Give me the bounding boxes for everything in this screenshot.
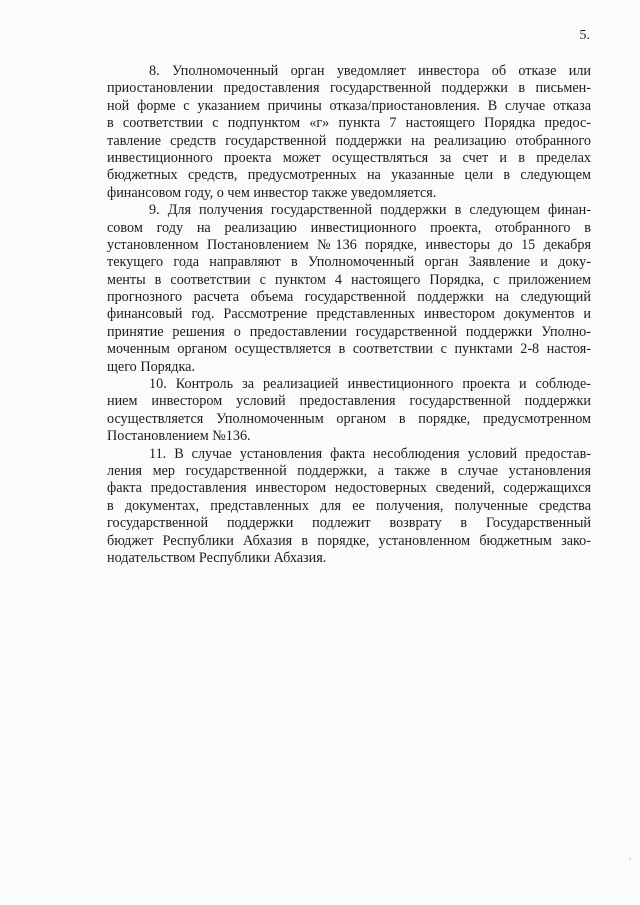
- text-line: приостановлении предоставления государственной поддержки в письмен-: [107, 80, 591, 97]
- text-line: ной форме с указанием причины отказа/приостановления. В случае отказа: [107, 97, 591, 114]
- text-line: бюджетных средств, предусмотренных на указанные цели в следующем: [107, 167, 591, 184]
- text-line: инвестиционного проекта может осуществляться за счет и в пределах: [107, 149, 591, 166]
- text-line: нодательством Республики Абхазия.: [107, 549, 327, 566]
- text-line: бюджет Республики Абхазия в порядке, установленном бюджетным зако-: [107, 532, 591, 549]
- text-line: осуществляется Уполномоченным органом в порядке, предусмотренном: [107, 410, 591, 427]
- text-line: в документах, представленных для ее получения, полученные средства: [107, 497, 591, 514]
- text-line: текущего года направляют в Уполномоченный орган Заявление и доку-: [107, 254, 591, 271]
- text-line: совом году на реализацию инвестиционного проекта, отобранного в: [107, 219, 591, 236]
- text-line: 11. В случае установления факта несоблюдения условий предостав-: [149, 445, 591, 462]
- text-line: Постановлением №136.: [107, 428, 251, 445]
- text-line: моченным органом осуществляется в соответствии с пунктами 2-8 настоя-: [107, 341, 591, 358]
- paragraph-8: [107, 63, 591, 202]
- text-line: 10. Контроль за реализацией инвестиционного проекта и соблюде-: [149, 376, 591, 393]
- text-line: нием инвестором условий предоставления государственной поддержки: [107, 393, 591, 410]
- text-line: в соответствии с подпунктом «г» пункта 7 настоящего Порядка предос-: [107, 115, 591, 132]
- text-line: факта предоставления инвестором недостоверных сведений, содержащихся: [107, 480, 591, 497]
- page-number: 5.: [579, 28, 590, 43]
- scan-speck: [629, 858, 631, 860]
- text-line: тавление средств государственной поддержки на реализацию отобранного: [107, 132, 591, 149]
- text-line: государственной поддержки подлежит возврату в Государственный: [107, 515, 591, 532]
- text-line: 8. Уполномоченный орган уведомляет инвестора об отказе или: [149, 63, 591, 79]
- paragraph-11: [107, 446, 591, 568]
- text-line: 9. Для получения государственной поддержки в следующем финан-: [149, 202, 591, 219]
- text-line: щего Порядка.: [107, 358, 196, 375]
- text-line: установленном Постановлением №136 порядке, инвесторы до 15 декабря: [107, 236, 591, 253]
- paragraph-10: [107, 376, 591, 446]
- text-line: прогнозного расчета объема государственной поддержки на следующий: [107, 289, 591, 306]
- text-line: ления мер государственной поддержки, а также в случае установления: [107, 462, 591, 479]
- document-body: [107, 63, 591, 567]
- paragraph-9: [107, 202, 591, 376]
- text-line: менты в соответствии с пунктом 4 настоящего Порядка, с приложением: [107, 271, 591, 288]
- text-line: финансовом году, о чем инвестор также уведомляется.: [107, 184, 437, 201]
- text-line: финансовый год. Рассмотрение представленных инвестором документов и: [107, 306, 591, 323]
- text-line: принятие решения о предоставлении государственной поддержки Уполно-: [107, 323, 591, 340]
